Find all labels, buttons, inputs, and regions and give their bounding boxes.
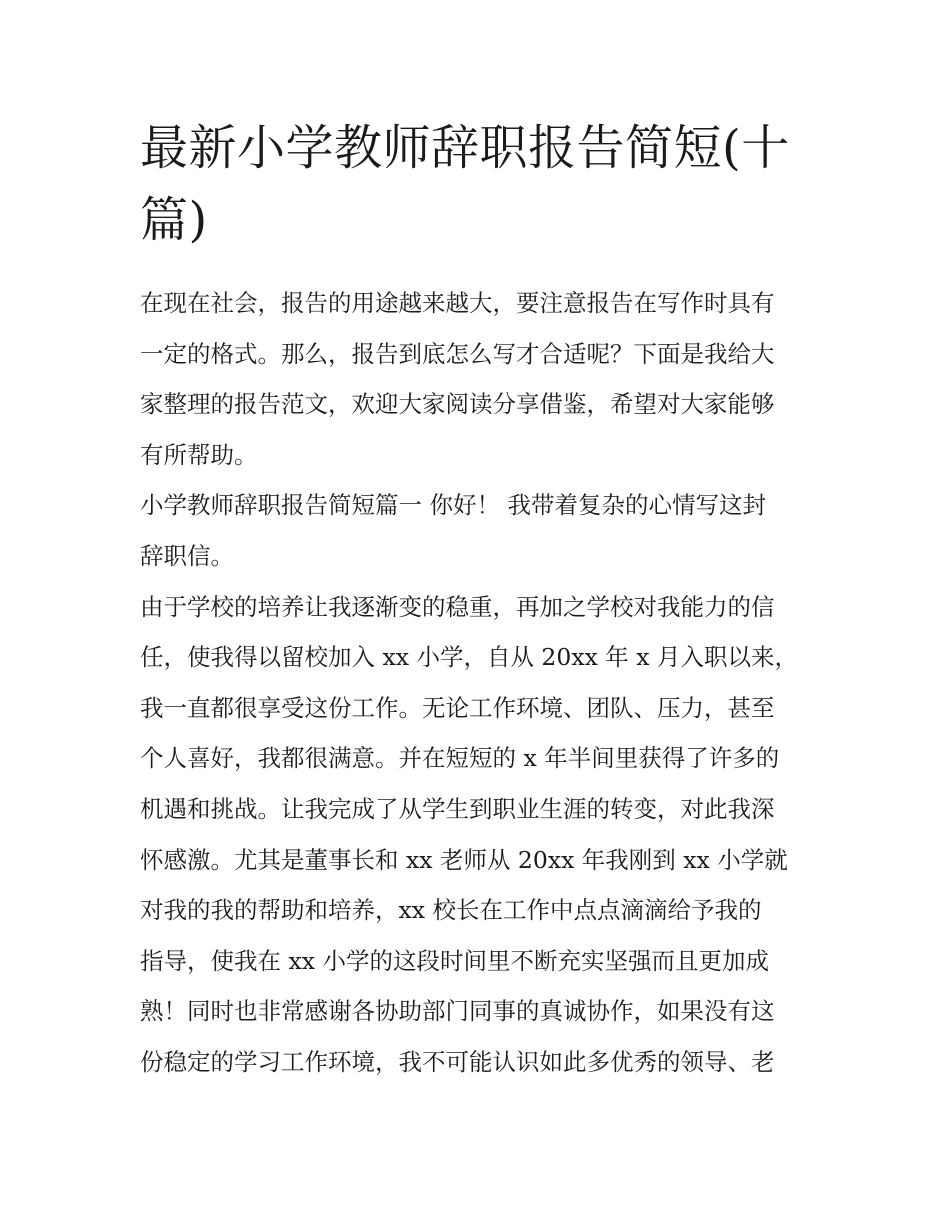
paragraph-line: 份稳定的学习工作环境，我不可能认识如此多优秀的领导、老 — [140, 1047, 775, 1076]
intro-paragraph — [140, 278, 815, 480]
body-paragraph — [140, 582, 815, 1088]
title-line-2: 篇) — [140, 192, 208, 248]
paragraph-line: 我一直都很享受这份工作。无论工作环境、团队、压力，甚至 — [140, 693, 775, 722]
paragraph-line: 一定的格式。那么，报告到底怎么写才合适呢？下面是我给大 — [140, 339, 775, 368]
paragraph-line: 辞职信。 — [140, 541, 234, 570]
paragraph-line: 家整理的报告范文，欢迎大家阅读分享借鉴，希望对大家能够 — [140, 390, 775, 419]
paragraph-line: 怀感激。尤其是董事长和 xx 老师从 20xx 年我刚到 xx 小学就 — [140, 845, 788, 874]
paragraph-line: 在现在社会，报告的用途越来越大，要注意报告在写作时具有 — [140, 289, 775, 317]
paragraph-line: 由于学校的培养让我逐渐变的稳重，再加之学校对我能力的信 — [140, 592, 775, 621]
paragraph-line: 对我的我的帮助和培养，xx 校长在工作中点点滴滴给予我的 — [140, 896, 762, 925]
paragraph-line: 机遇和挑战。让我完成了从学生到职业生涯的转变，对此我深 — [140, 794, 775, 823]
section-heading-paragraph — [140, 480, 815, 581]
title-line-1: 最新小学教师辞职报告简短(十 — [140, 120, 790, 176]
document-body — [140, 112, 815, 1088]
paragraph-line: 任，使我得以留校加入 xx 小学，自从 20xx 年 x 月入职以来， — [140, 643, 798, 672]
paragraph-line: 指导，使我在 xx 小学的这段时间里不断充实坚强而且更加成 — [140, 946, 769, 975]
document-title — [140, 112, 815, 256]
paragraph-line: 有所帮助。 — [140, 440, 258, 469]
paragraph-line: 个人喜好，我都很满意。并在短短的 x 年半间里获得了许多的 — [140, 744, 780, 773]
paragraph-line: 熟！同时也非常感谢各协助部门同事的真诚协作，如果没有这 — [140, 997, 775, 1026]
paragraph-line: 小学教师辞职报告简短篇一 你好！ 我带着复杂的心情写这封 — [140, 491, 766, 520]
